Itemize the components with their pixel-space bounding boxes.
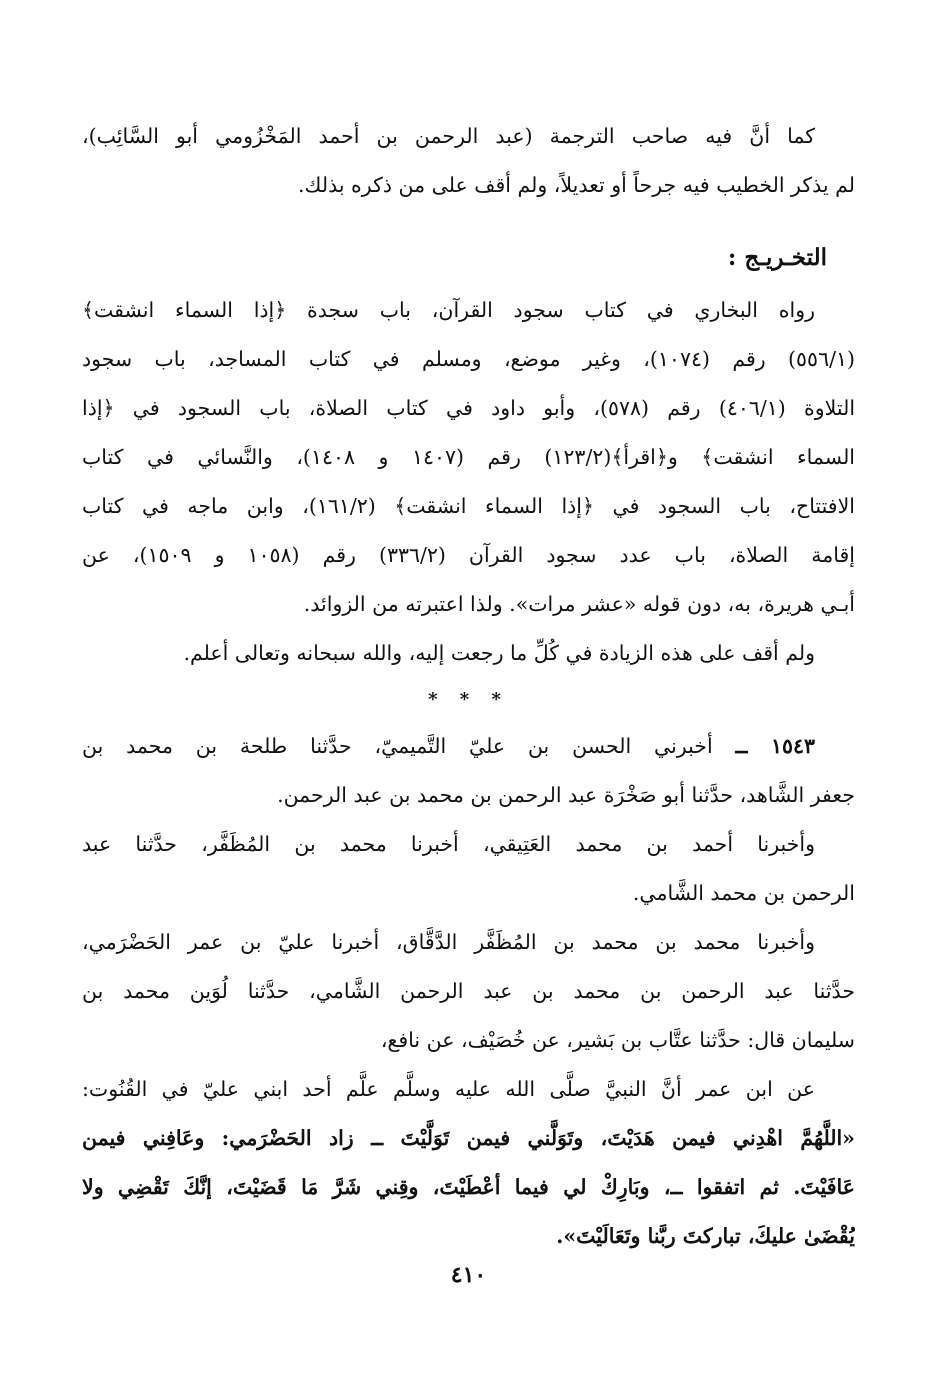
text-line: ولم أقف على هذه الزيادة في كُلِّ ما رجعت إليه، والله سبحانه وتعالى أعلم. [183, 641, 815, 665]
text-line: حدَّثنا عبد الرحمن بن محمد بن عبد الرحمن الشَّامي، حدَّثنا لُوَين محمد بن [82, 979, 855, 1003]
matn-intro [82, 1065, 855, 1114]
text-line: وأخبرنا محمد بن محمد بن المُظَفَّر الدَّقَّاق، أخبرنا عليّ بن عمر الحَضْرَمي، [82, 930, 815, 954]
text-line: «اللَّهُمَّ اهْدِني فيمن هَدَيْتَ، وتَوَلَّني فيمن تَوَلَّيْتَ ــ زاد الحَضْرَمي: وعَافِني فيمن [82, 1126, 855, 1150]
text-line: الافتتاح، باب السجود في ﴿إذا السماء انشقت﴾ (١٦١/٢)، وابن ماجه في كتاب [82, 494, 855, 518]
text-line: التلاوة (٤٠٦/١) رقم (٥٧٨)، وأبو داود في كتاب الصلاة، باب السجود في ﴿إذا [82, 396, 855, 420]
text-line: الرحمن بن محمد الشَّامي. [632, 881, 855, 905]
text-line: أبـي هريرة، به، دون قوله «عشر مرات». ولذا اعتبرته من الزوائد. [303, 592, 855, 616]
text-line: رواه البخاري في كتاب سجود القرآن، باب سجدة ﴿إذا السماء انشقت﴾ [82, 298, 815, 322]
text-line: عن ابن عمر أنَّ النبيَّ صلَّى الله عليه وسلَّم علَّم أحد ابني عليّ في القُنُوت: [82, 1077, 815, 1101]
text-line: كما أنَّ فيه صاحب الترجمة (عبد الرحمن بن أحمد المَخْزُومي أبو السَّائِب)، [82, 124, 815, 148]
hadith-matn [82, 1114, 855, 1261]
takhrij-paragraph [82, 286, 855, 629]
text-line: سليمان قال: حدَّثنا عتَّاب بن بَشير، عن خُصَيْف، عن نافع، [380, 1028, 855, 1052]
text-line [82, 722, 855, 771]
text-line: وأخبرنا أحمد بن محمد العَتِيقي، أخبرنا محمد بن المُظَفَّر، حدَّثنا عبد [82, 832, 815, 856]
text-line: السماء انشقت﴾ و﴿اقرأ﴾(١٢٣/٢) رقم (١٤٠٧ و ١٤٠٨)، والنَّسائي في كتاب [82, 445, 855, 469]
closing-paragraph [82, 629, 855, 678]
text-line: يُقْضَىٰ عليكَ، تباركتَ ربَّنا وتَعَالَيْتَ». [556, 1224, 855, 1248]
hadith-isnad-3 [82, 918, 855, 1065]
section-heading-takhrij: التخـريـج : [727, 244, 827, 271]
intro-paragraph [82, 112, 855, 210]
text-line: إقامة الصلاة، باب عدد سجود القرآن (٣٣٦/٢) رقم (١٠٥٨ و ١٥٠٩)، عن [82, 543, 855, 567]
section-separator: * * * [428, 689, 509, 710]
text-line: عَافَيْتَ. ثم اتفقوا ــ، وبَارِكْ لي فيما أعْطَيْتَ، وقِني شَرَّ مَا قَضَيْتَ، إنَّكَ تَقْضِي ولا [82, 1175, 855, 1199]
hadith-isnad-2 [82, 820, 855, 918]
text-line: لم يذكر الخطيب فيه جرحاً أو تعديلاً، ولم أقف على من ذكره بذلك. [298, 173, 855, 197]
text-line: جعفر الشَّاهد، حدَّثنا أبو صَخْرَة عبد الرحمن بن محمد بن عبد الرحمن. [277, 783, 855, 807]
hadith-number: ١٥٤٣ ــ [735, 734, 815, 758]
text-line: (٥٥٦/١) رقم (١٠٧٤)، وغير موضع، ومسلم في كتاب المساجد، باب سجود [82, 347, 855, 371]
page-body [82, 112, 855, 1261]
hadith-isnad-1 [82, 722, 855, 820]
page-number: ٤١٠ [450, 1262, 487, 1288]
isnad-text: أخبرني الحسن بن عليّ التَّميميّ، حدَّثنا طلحة بن محمد بن [82, 734, 713, 758]
